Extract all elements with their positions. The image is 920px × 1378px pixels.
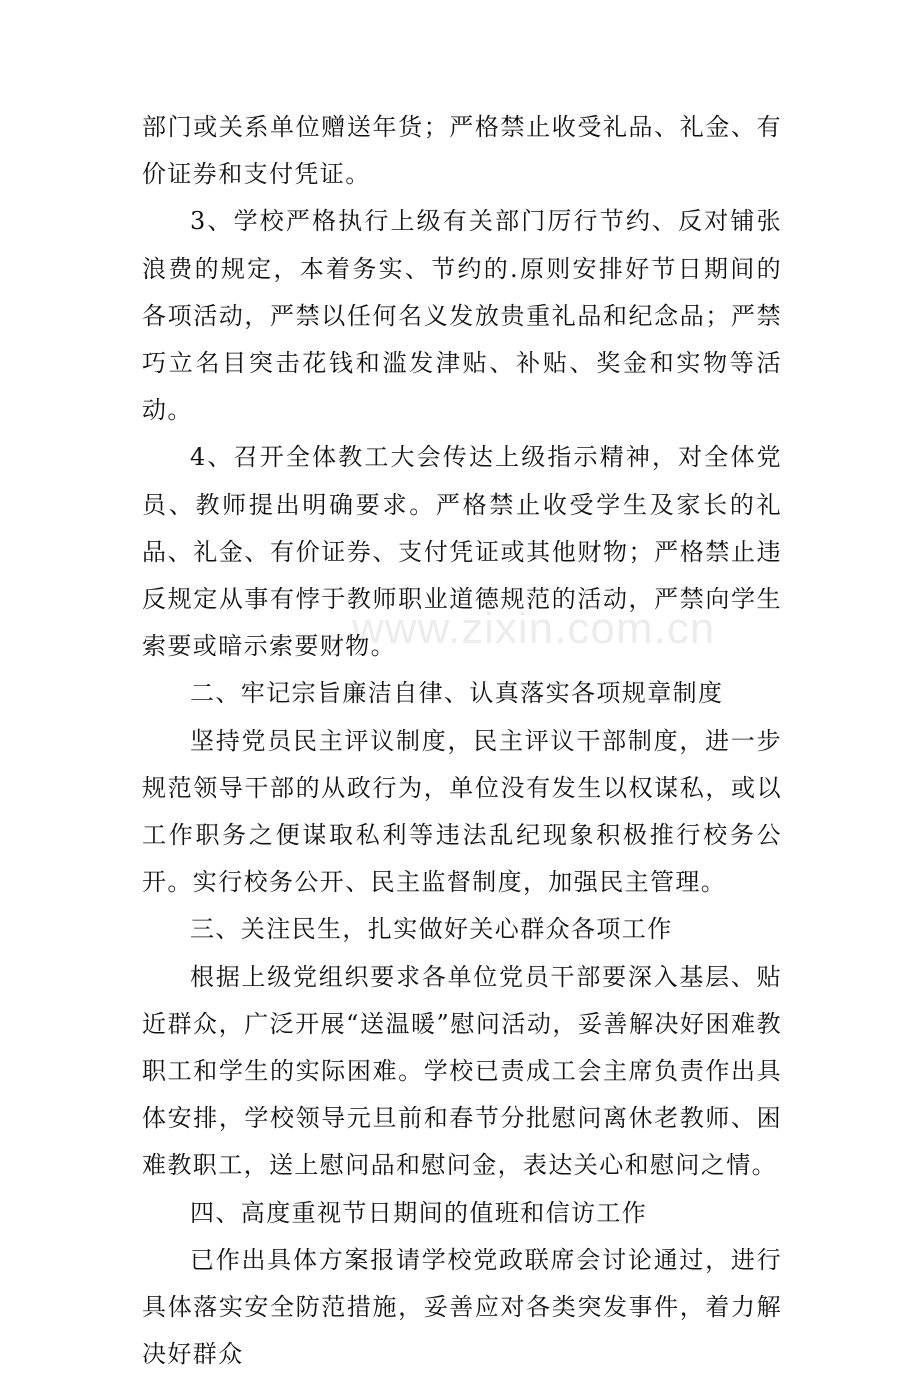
- site-watermark: www.zixin.com.cn: [352, 604, 716, 653]
- section-heading-2: 二、牢记宗旨廉洁自律、认真落实各项规章制度: [190, 679, 724, 708]
- paragraph-section-2-body: 坚持党员民主评议制度，民主评议干部制度，进一步规范领导干部的从政行为，单位没有发生以权谋私，或以工作职务之便谋取私利等违法乱纪现象积极推行校务公开。实行校务公开、民主监督制度，加强民主管理。: [142, 726, 782, 897]
- paragraph-item-3: 3、学校严格执行上级有关部门厉行节约、反对铺张浪费的规定，本着务实、节约的.原则安排好节日期间的各项活动，严禁以任何名义发放贵重礼品和纪念品；严禁巧立名目突击花钱和滥发津贴、补贴、奖金和实物等活动。: [142, 207, 782, 425]
- paragraph-item-4: 4、召开全体教工大会传达上级指示精神，对全体党员、教师提出明确要求。严格禁止收受学生及家长的礼品、礼金、有价证券、支付凭证或其他财物；严格禁止违反规定从事有悖于教师职业道德规范的活动，严禁向学生索要或暗示索要财物。: [142, 443, 782, 661]
- paragraph-section-3-body: 根据上级党组织要求各单位党员干部要深入基层、贴近群众，广泛开展“送温暖”慰问活动，妥善解决好困难教职工和学生的实际困难。学校已责成工会主席负责作出具体安排，学校领导元旦前和春节分批慰问离休老教师、困难教职工，送上慰问品和慰问金，表达关心和慰问之情。: [142, 962, 782, 1180]
- paragraph-section-4-body: 已作出具体方案报请学校党政联席会讨论通过，进行具体落实安全防范措施，妥善应对各类突发事件，着力解决好群众: [142, 1245, 782, 1369]
- section-heading-3: 三、关注民生，扎实做好关心群众各项工作: [190, 915, 673, 944]
- document-body: [142, 104, 782, 1378]
- paragraph-gift-ban-continuation: 部门或关系单位赠送年货；严格禁止收受礼品、礼金、有价证券和支付凭证。: [142, 113, 782, 189]
- section-heading-4: 四、高度重视节日期间的值班和信访工作: [190, 1198, 648, 1227]
